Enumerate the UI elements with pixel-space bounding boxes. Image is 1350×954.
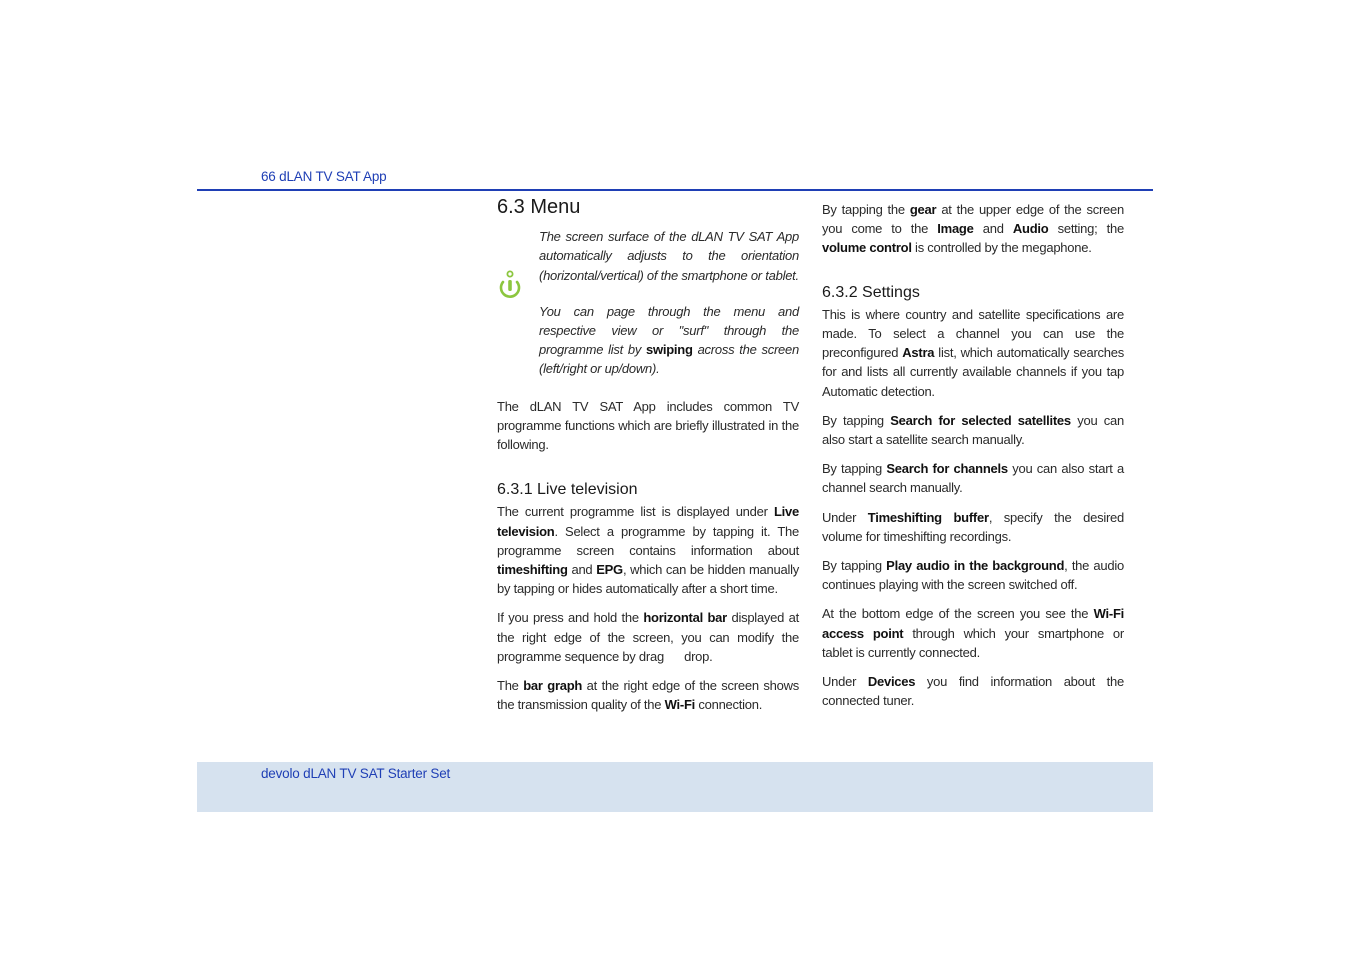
settings-paragraph-4: Under Timeshifting buffer, specify the desired volume for timeshifting recordings.	[822, 509, 1124, 544]
info-icon	[497, 269, 523, 301]
live-tv-paragraph-2: If you press and hold the horizontal bar displayed at the right edge of the screen, you can modify the programme sequence by drag drop.	[497, 610, 803, 664]
footer-band	[197, 762, 1153, 812]
intro-paragraph: The dLAN TV SAT App includes common TV programme functions which are briefly illustrated in the following.	[497, 398, 799, 453]
live-tv-paragraph-3: The bar graph at the right edge of the screen shows the transmission quality of the Wi-Fi connection.	[497, 678, 799, 713]
settings-paragraph-7: Under Devices you find information about the connected tuner.	[822, 674, 1124, 709]
note-orientation: The screen surface of the dLAN TV SAT App automatically adjusts to the orientation (horizontal/vertical) of the smartphone or tablet.	[539, 229, 799, 283]
left-column	[497, 196, 803, 724]
settings-paragraph-3: By tapping Search for channels you can also start a channel search manually.	[822, 461, 1124, 496]
info-note	[497, 227, 799, 378]
header-rule	[197, 189, 1153, 191]
live-tv-paragraph-4: By tapping the gear at the upper edge of the screen you come to the Image and Audio setting; the volume control is controlled by the megaphone.	[822, 202, 1124, 256]
settings-paragraph-6: At the bottom edge of the screen you see the Wi-Fi access point through which your smartphone or tablet is currently connected.	[822, 606, 1124, 660]
right-column	[822, 200, 1124, 720]
settings-paragraph-1: This is where country and satellite specifications are made. To select a channel you can use the preconfigured Astra list, which automatically searches for and lists all currently available channels if you tap Automatic detection.	[822, 306, 1124, 399]
live-tv-paragraph-1: The current programme list is displayed under Live television. Select a programme by tapping it. The programme screen contains information about timeshifting and EPG, which can be hidden manually by tapping or hides automatically after a short time.	[497, 504, 800, 597]
live-tv-title: 6.3.1 Live television	[497, 481, 638, 499]
settings-title: 6.3.2 Settings	[822, 283, 920, 301]
note-swiping: You can page through the menu and respective view or "surf" through the programme list by swiping across the screen (left/right or up/down).	[539, 303, 799, 377]
section-title: 6.3 Menu	[497, 196, 581, 218]
settings-paragraph-5: By tapping Play audio in the background, the audio continues playing with the screen switched off.	[822, 558, 1124, 593]
footer-title: devolo dLAN TV SAT Starter Set	[261, 766, 451, 781]
settings-paragraph-2: By tapping Search for selected satellites you can also start a satellite search manually.	[822, 412, 1124, 448]
page-header: 66 dLAN TV SAT App	[261, 169, 387, 184]
